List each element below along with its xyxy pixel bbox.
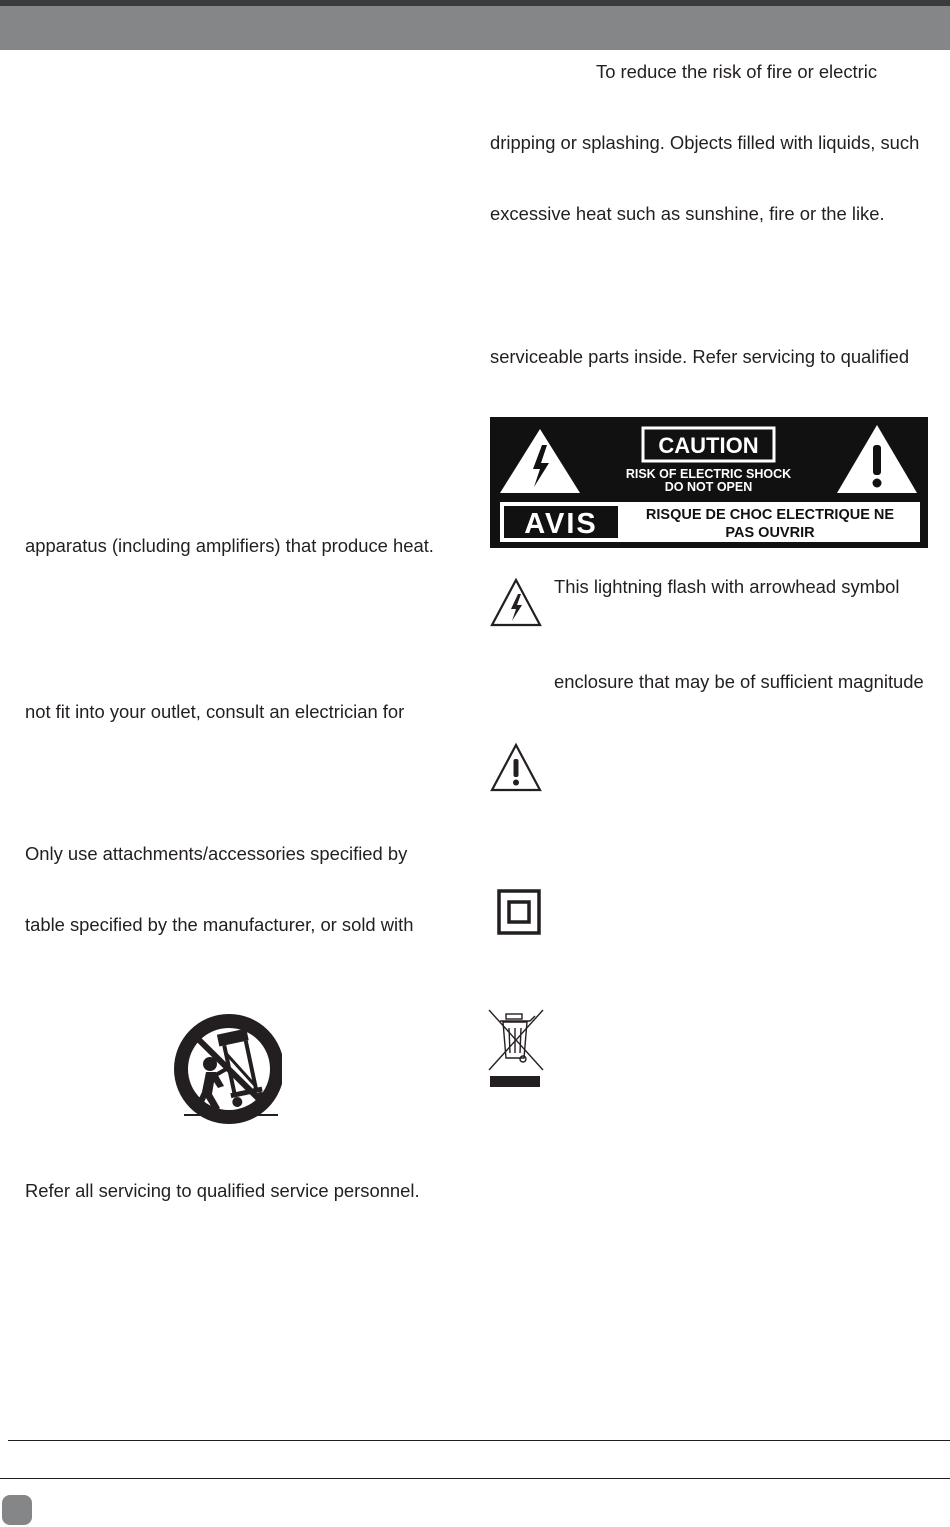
avis-heading: AVIS <box>524 508 598 540</box>
text-serviceable: serviceable parts inside. Refer servicing to qualified <box>490 346 910 367</box>
header-band <box>0 6 950 50</box>
text-excessive-heat: excessive heat such as sunshine, fire or the like. <box>490 203 885 224</box>
text-refer-servicing: Refer all servicing to qualified service personnel. <box>25 1180 420 1201</box>
avis-risque-line2: PAS OUVRIR <box>725 525 815 541</box>
text-table: table specified by the manufacturer, or sold with <box>25 914 414 935</box>
caution-exclamation-icon <box>837 425 917 493</box>
text-attachments: Only use attachments/accessories specified by <box>25 843 408 864</box>
weee-crossed-bin-icon <box>487 1008 545 1090</box>
text-enclosure: enclosure that may be of sufficient magnitude <box>554 671 924 692</box>
caution-lightning-icon <box>500 429 580 493</box>
caution-risk-line1: RISK OF ELECTRIC SHOCK <box>625 467 792 481</box>
avis-risque-line1: RISQUE DE CHOC ELECTRIQUE NE <box>645 507 895 523</box>
text-reduce-risk: To reduce the risk of fire or electric <box>596 61 878 82</box>
caution-risk-line2: DO NOT OPEN <box>664 480 753 494</box>
cart-tip-over-warning-icon <box>170 1012 282 1128</box>
lightning-triangle-icon <box>489 577 543 629</box>
double-insulation-icon <box>497 889 543 935</box>
page-marker <box>2 1495 32 1525</box>
text-outlet: not fit into your outlet, consult an electrician for <box>25 701 405 722</box>
exclamation-triangle-icon <box>489 742 543 794</box>
footer-rule-top <box>8 1440 950 1441</box>
footer-rule-bottom <box>0 1478 950 1479</box>
text-heat-apparatus: apparatus (including amplifiers) that produce heat. <box>25 535 434 556</box>
text-lightning-symbol: This lightning flash with arrowhead symbol <box>554 576 900 597</box>
text-dripping: dripping or splashing. Objects filled with liquids, such <box>490 132 920 153</box>
caution-heading: CAUTION <box>658 433 759 458</box>
caution-label <box>490 417 928 548</box>
